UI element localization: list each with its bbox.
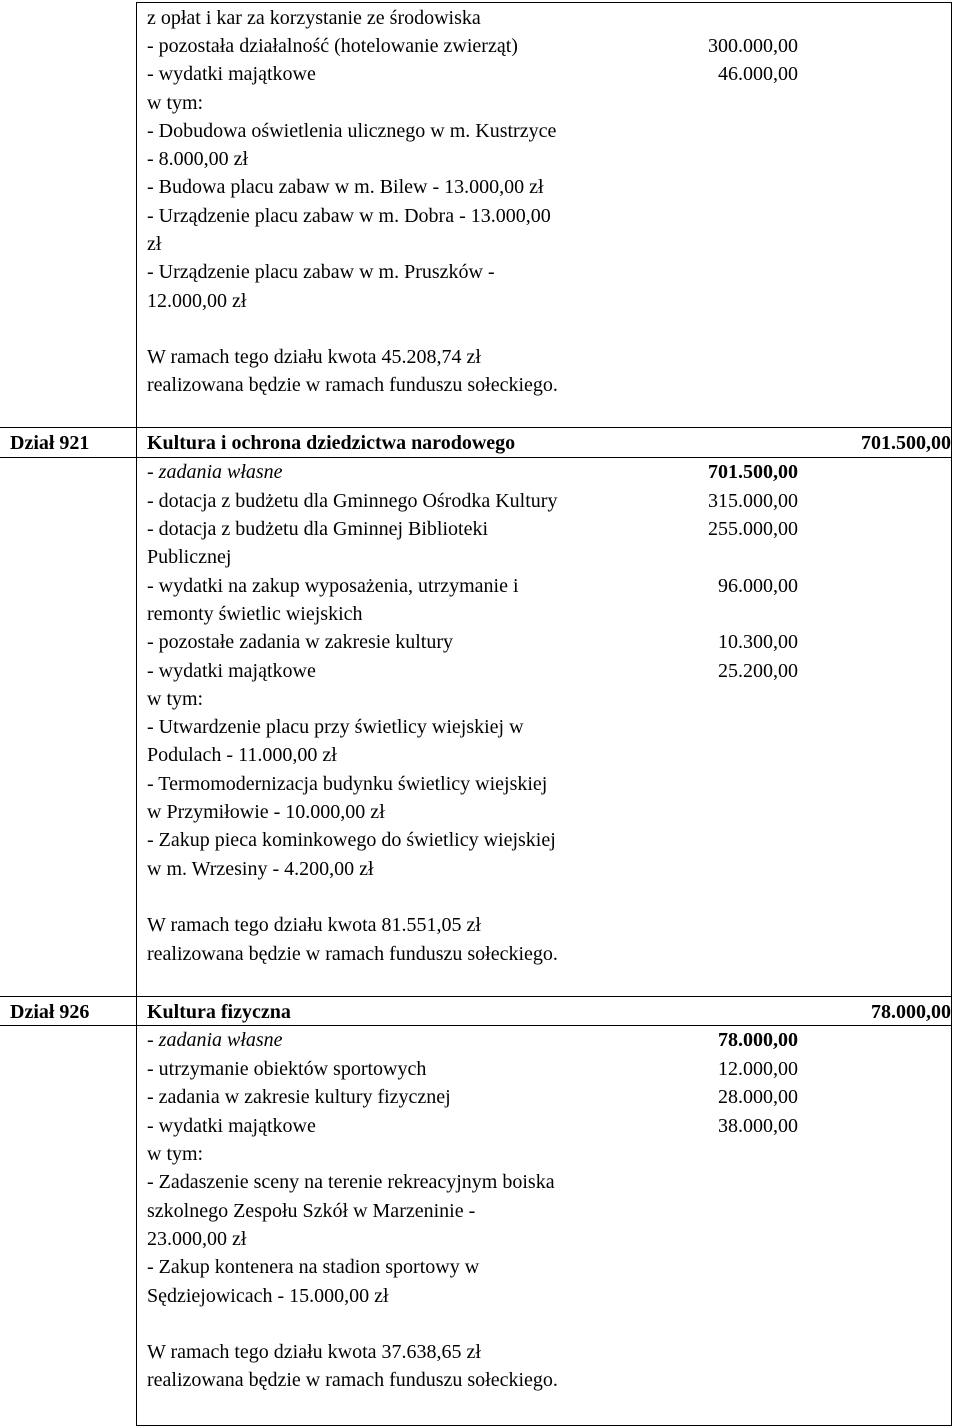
text-line: Podulach - 11.000,00 zł xyxy=(147,744,337,766)
text-line: - wydatki na zakup wyposażenia, utrzymanie i xyxy=(147,575,519,597)
text-line: - Zakup pieca kominkowego do świetlicy wiejskiej xyxy=(147,829,556,851)
zadania-wlasne-amount: 701.500,00 xyxy=(708,461,798,483)
text-line: w Przymiłowie - 10.000,00 zł xyxy=(147,801,385,823)
dzial-label: Dział 926 xyxy=(10,1001,90,1023)
text-line: - utrzymanie obiektów sportowych xyxy=(147,1058,427,1080)
table-divider xyxy=(0,1025,952,1026)
table-divider xyxy=(0,457,952,458)
dzial-title: Kultura i ochrona dziedzictwa narodowego xyxy=(147,432,516,454)
text-line: remonty świetlic wiejskich xyxy=(147,603,363,625)
text-line: 23.000,00 zł xyxy=(147,1228,247,1250)
dzial-label: Dział 921 xyxy=(10,432,90,454)
text-line: - dotacja z budżetu dla Gminnej Biblioteki xyxy=(147,518,489,540)
amount: 12.000,00 xyxy=(718,1058,798,1080)
amount: 25.200,00 xyxy=(718,660,798,682)
text-line: - dotacja z budżetu dla Gminnego Ośrodka Kultury xyxy=(147,490,558,512)
text-line: - 8.000,00 zł xyxy=(147,148,249,170)
text-line: - Zakup kontenera na stadion sportowy w xyxy=(147,1256,480,1278)
text-line: w tym: xyxy=(147,688,204,710)
amount: 10.300,00 xyxy=(718,631,798,653)
amount: 315.000,00 xyxy=(708,490,798,512)
table-border-top xyxy=(136,2,952,3)
table-border-left xyxy=(136,2,137,1426)
dzial-total: 78.000,00 xyxy=(871,1001,951,1023)
amount: 38.000,00 xyxy=(718,1115,798,1137)
zadania-wlasne-label: - zadania własne xyxy=(147,1029,283,1051)
text-line: - Urządzenie placu zabaw w m. Pruszków - xyxy=(147,261,495,283)
dzial-total: 701.500,00 xyxy=(861,432,951,454)
amount: 46.000,00 xyxy=(718,63,798,85)
text-line: - wydatki majątkowe xyxy=(147,660,316,682)
text-line: - Dobudowa oświetlenia ulicznego w m. Kustrzyce xyxy=(147,120,557,142)
text-line: w tym: xyxy=(147,92,204,114)
table-divider xyxy=(0,996,952,997)
text-line: szkolnego Zespołu Szkół w Marzeninie - xyxy=(147,1200,476,1222)
text-line: - pozostałe zadania w zakresie kultury xyxy=(147,631,453,653)
dzial-title: Kultura fizyczna xyxy=(147,1001,291,1023)
text-line: - pozostała działalność (hotelowanie zwierząt) xyxy=(147,35,518,57)
sołecki-note: realizowana będzie w ramach funduszu sołeckiego. xyxy=(147,943,558,965)
text-line: - Budowa placu zabaw w m. Bilew - 13.000,00 zł xyxy=(147,176,544,198)
table-border-bottom xyxy=(136,1425,952,1426)
text-line: - Urządzenie placu zabaw w m. Dobra - 13.000,00 xyxy=(147,205,551,227)
text-line: Sędziejowicach - 15.000,00 zł xyxy=(147,1285,389,1307)
text-line: - Utwardzenie placu przy świetlicy wiejskiej w xyxy=(147,716,524,738)
text-line: - wydatki majątkowe xyxy=(147,1115,316,1137)
amount: 300.000,00 xyxy=(708,35,798,57)
table-border-right xyxy=(951,2,952,1426)
text-line: - Termomodernizacja budynku świetlicy wiejskiej xyxy=(147,773,548,795)
text-line: Publicznej xyxy=(147,546,232,568)
text-line: z opłat i kar za korzystanie ze środowiska xyxy=(147,7,481,29)
amount: 96.000,00 xyxy=(718,575,798,597)
text-line: - wydatki majątkowe xyxy=(147,63,316,85)
zadania-wlasne-amount: 78.000,00 xyxy=(718,1029,798,1051)
text-line: - Zadaszenie sceny na terenie rekreacyjnym boiska xyxy=(147,1171,555,1193)
text-line: - zadania w zakresie kultury fizycznej xyxy=(147,1086,451,1108)
text-line: w tym: xyxy=(147,1143,204,1165)
sołecki-note: realizowana będzie w ramach funduszu sołeckiego. xyxy=(147,1369,558,1391)
table-divider xyxy=(0,427,952,428)
text-line: 12.000,00 zł xyxy=(147,290,247,312)
sołecki-note: W ramach tego działu kwota 45.208,74 zł xyxy=(147,346,481,368)
amount: 28.000,00 xyxy=(718,1086,798,1108)
sołecki-note: realizowana będzie w ramach funduszu sołeckiego. xyxy=(147,374,558,396)
sołecki-note: W ramach tego działu kwota 37.638,65 zł xyxy=(147,1341,481,1363)
amount: 255.000,00 xyxy=(708,518,798,540)
text-line: w m. Wrzesiny - 4.200,00 zł xyxy=(147,858,374,880)
zadania-wlasne-label: - zadania własne xyxy=(147,461,283,483)
text-line: zł xyxy=(147,233,162,255)
sołecki-note: W ramach tego działu kwota 81.551,05 zł xyxy=(147,914,481,936)
